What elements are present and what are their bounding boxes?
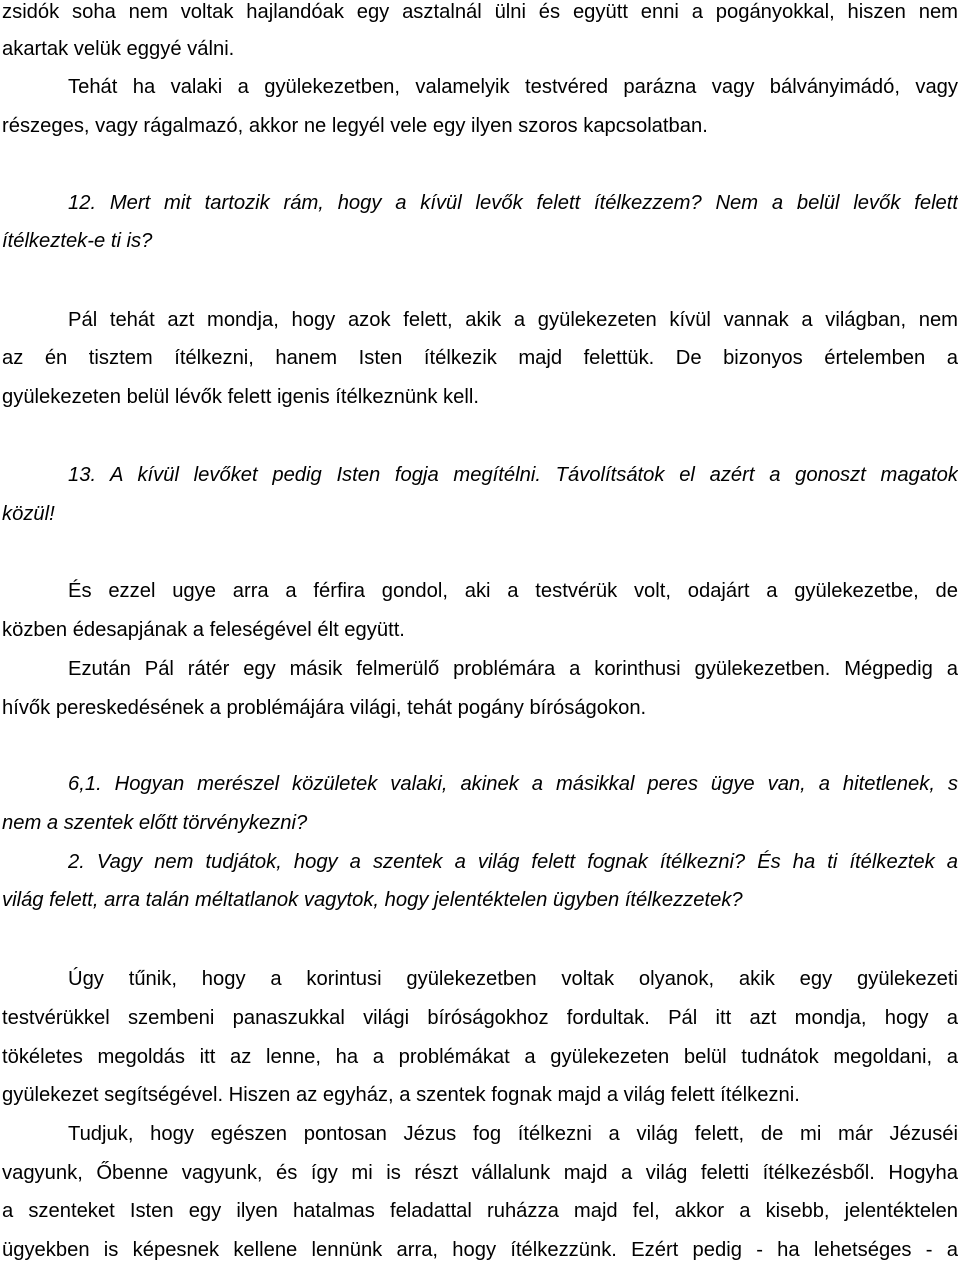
text-line: ügyekben is képesnek kellene lennünk arra, hogy ítélkezzünk. Ezért pedig - ha lehetséges - a [2, 1239, 958, 1261]
text-line: Úgy tűnik, hogy a korintusi gyülekezetben voltak olyanok, akik egy gyülekezeti [68, 968, 958, 990]
text-line: az én tisztem ítélkezni, hanem Isten ítélkezik majd felettük. De bizonyos értelemben a [2, 347, 958, 369]
scripture-line: ítélkeztek-e ti is? [2, 230, 153, 252]
text-line: akartak velük eggyé válni. [2, 38, 235, 60]
text-line: tökéletes megoldás itt az lenne, ha a problémákat a gyülekezeten belül tudnátok megoldani, a [2, 1046, 958, 1068]
text-line: hívők pereskedésének a problémájára világi, tehát pogány bíróságokon. [2, 697, 647, 719]
text-line: Tudjuk, hogy egészen pontosan Jézus fog ítélkezni a világ felett, de mi már Jézuséi [68, 1123, 958, 1145]
text-line: közben édesapjának a feleségével élt együtt. [2, 619, 405, 641]
scripture-line: 6,1. Hogyan merészel közületek valaki, akinek a másikkal peres ügye van, a hitetlenek, s [68, 773, 958, 795]
scripture-line: világ felett, arra talán méltatlanok vagytok, hogy jelentéktelen ügyben ítélkezzetek? [2, 889, 743, 911]
text-line: részeges, vagy rágalmazó, akkor ne legyél vele egy ilyen szoros kapcsolatban. [2, 115, 708, 137]
text-line: Tehát ha valaki a gyülekezetben, valamelyik testvéred parázna vagy bálványimádó, vagy [68, 76, 958, 98]
text-line: vagyunk, Őbenne vagyunk, és így mi is részt vállalunk majd a világ feletti ítélkezésből. Hogyha [2, 1162, 958, 1184]
text-line: testvérükkel szembeni panaszukkal világi bíróságokhoz fordultak. Pál itt azt mondja, hogy a [2, 1007, 958, 1029]
scripture-line: 2. Vagy nem tudjátok, hogy a szentek a világ felett fognak ítélkezni? És ha ti ítélkeztek a [68, 851, 958, 873]
text-line: gyülekezet segítségével. Hiszen az egyház, a szentek fognak majd a világ felett ítélkezni. [2, 1084, 800, 1106]
scripture-line: 13. A kívül levőket pedig Isten fogja megítélni. Távolítsátok el azért a gonoszt magatok [68, 464, 958, 486]
scripture-line: 12. Mert mit tartozik rám, hogy a kívül levők felett ítélkezzem? Nem a belül levők felett [68, 192, 958, 214]
text-line: Ezután Pál rátér egy másik felmerülő problémára a korinthusi gyülekezetben. Mégpedig a [68, 658, 958, 680]
scripture-line: nem a szentek előtt törvénykezni? [2, 812, 308, 834]
text-line: a szenteket Isten egy ilyen hatalmas feladattal ruházza majd fel, akkor a kisebb, jelentéktelen [2, 1200, 958, 1222]
text-line: zsidók soha nem voltak hajlandóak egy asztalnál ülni és együtt enni a pogányokkal, hiszen nem [2, 1, 958, 23]
text-line: És ezzel ugye arra a férfira gondol, aki a testvérük volt, odajárt a gyülekezetbe, de [68, 580, 958, 602]
text-line: gyülekezeten belül lévők felett igenis ítélkeznünk kell. [2, 386, 479, 408]
scripture-line: közül! [2, 503, 55, 525]
text-line: Pál tehát azt mondja, hogy azok felett, akik a gyülekezeten kívül vannak a világban, nem [68, 309, 958, 331]
